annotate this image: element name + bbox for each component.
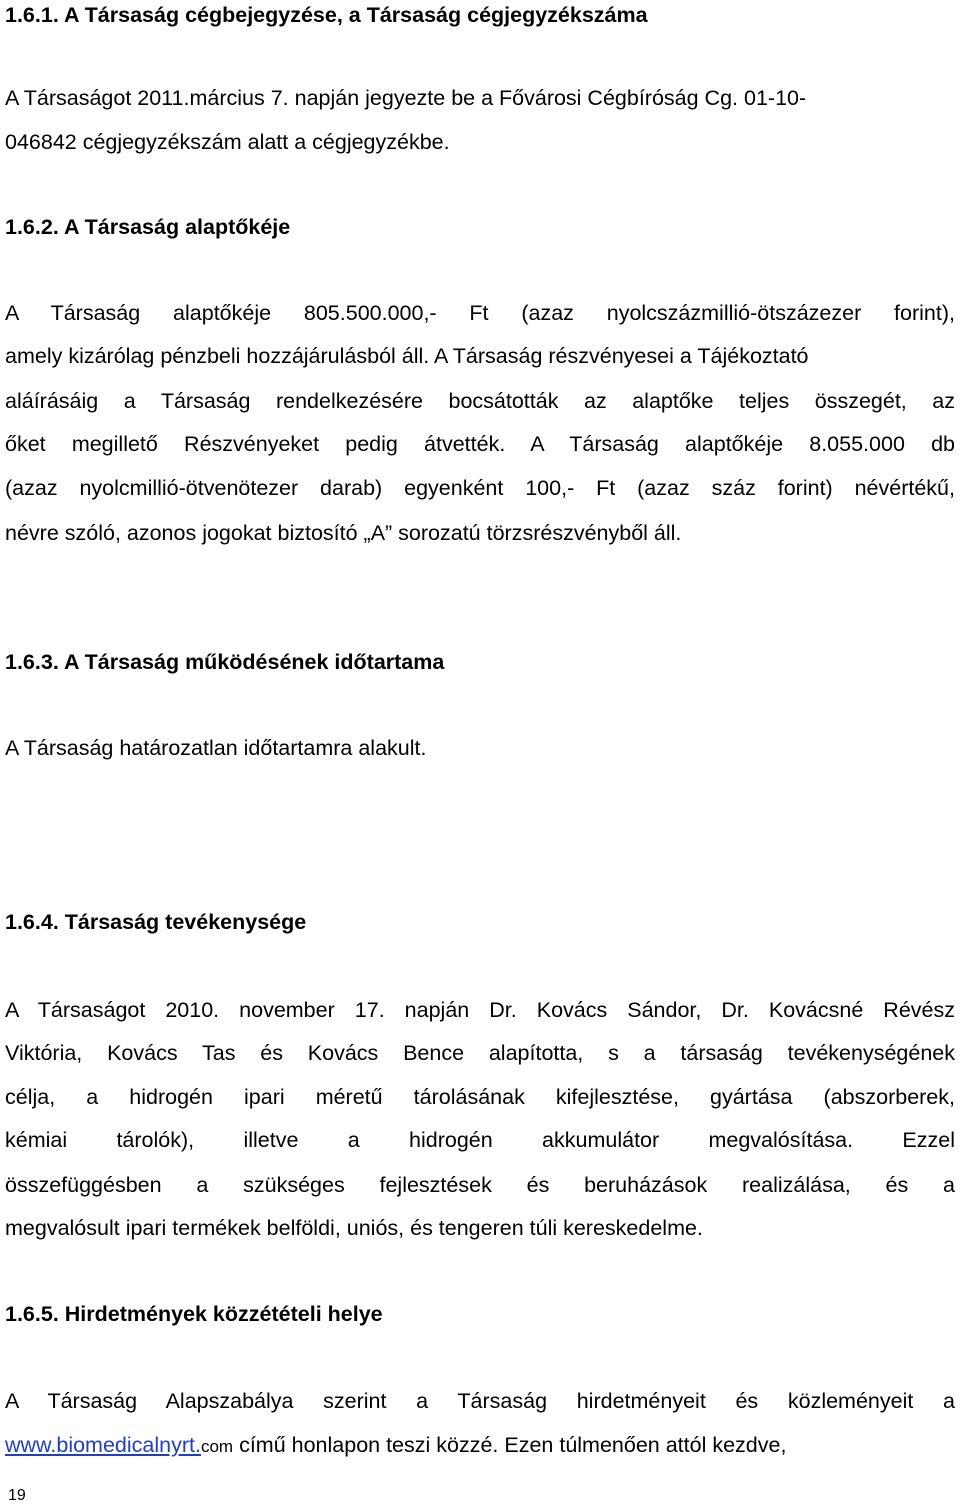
- paragraph-line: megvalósult ipari termékek belföldi, uniós, és tengeren túli kereskedelme.: [5, 1216, 703, 1240]
- paragraph-line: őket megillető Részvényeket pedig átvették. A Társaság alaptőkéje 8.055.000 db: [5, 432, 955, 456]
- paragraph-line: kémiai tárolók), illetve a hidrogén akkumulátor megvalósítása. Ezzel: [5, 1128, 955, 1152]
- paragraph-text: című honlapon teszi közzé. Ezen túlmenően attól kezdve,: [233, 1433, 787, 1457]
- section-heading-1-6-2: 1.6.2. A Társaság alaptőkéje: [5, 215, 291, 239]
- paragraph-line: aláírásáig a Társaság rendelkezésére bocsátották az alaptőke teljes összegét, az: [5, 389, 955, 413]
- paragraph-line: amely kizárólag pénzbeli hozzájárulásból áll. A Társaság részvényesei a Tájékoztató: [5, 344, 809, 368]
- website-link[interactable]: www.biomedicalnyrt.: [5, 1433, 201, 1457]
- paragraph-line-with-link: [5, 1430, 955, 1462]
- paragraph-line: névre szóló, azonos jogokat biztosító „A” sorozatú törzsrészvényből áll.: [5, 521, 682, 545]
- section-heading-1-6-4: 1.6.4. Társaság tevékenysége: [5, 910, 307, 934]
- paragraph-line: Viktória, Kovács Tas és Kovács Bence alapította, s a társaság tevékenységének: [5, 1041, 955, 1065]
- paragraph-line: A Társaság alaptőkéje 805.500.000,- Ft (azaz nyolcszázmillió-ötszázezer forint),: [5, 301, 955, 325]
- paragraph-line: célja, a hidrogén ipari méretű tárolásának kifejlesztése, gyártása (abszorberek,: [5, 1085, 955, 1109]
- paragraph-line: A Társaság határozatlan időtartamra alakult.: [5, 736, 427, 760]
- paragraph-line: A Társaság Alapszabálya szerint a Társaság hirdetményeit és közleményeit a: [5, 1389, 955, 1413]
- section-heading-1-6-3: 1.6.3. A Társaság működésének időtartama: [5, 650, 445, 674]
- paragraph-line: 046842 cégjegyzékszám alatt a cégjegyzékbe.: [5, 130, 450, 154]
- paragraph-line: A Társaságot 2011.március 7. napján jegyezte be a Fővárosi Cégbíróság Cg. 01-10-: [5, 86, 807, 110]
- paragraph-line: A Társaságot 2010. november 17. napján Dr. Kovács Sándor, Dr. Kovácsné Révész: [5, 998, 955, 1022]
- section-heading-1-6-1: 1.6.1. A Társaság cégbejegyzése, a Társaság cégjegyzékszáma: [5, 3, 648, 27]
- paragraph-line: összefüggésben a szükséges fejlesztések és beruházások realizálása, és a: [5, 1173, 955, 1197]
- website-link-suffix: com: [200, 1437, 234, 1456]
- page-number: 19: [8, 1487, 26, 1504]
- section-heading-1-6-5: 1.6.5. Hirdetmények közzétételi helye: [5, 1302, 383, 1326]
- paragraph-line: (azaz nyolcmillió-ötvenötezer darab) egyenként 100,- Ft (azaz száz forint) névértékű,: [5, 476, 955, 500]
